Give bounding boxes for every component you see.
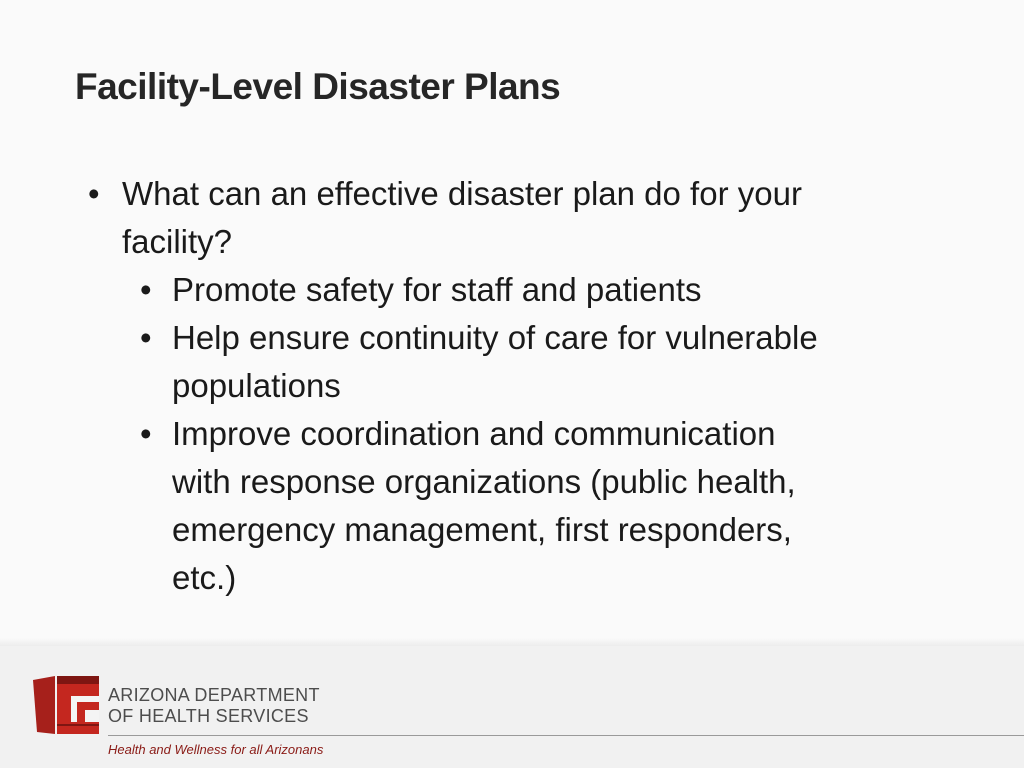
adhs-logo-icon [33,676,99,734]
bullet-icon: • [140,415,152,452]
slide-title: Facility-Level Disaster Plans [75,66,561,107]
bullet-line: Promote safety for staff and patients [172,271,702,308]
bullet-line: facility? [122,223,233,260]
bullet-line: Help ensure continuity of care for vulnerable [172,319,818,356]
bullet-item-1 [88,170,908,266]
footer-rule [108,735,1024,736]
org-name-line-1: ARIZONA DEPARTMENT [108,685,320,705]
bullet-line: etc.) [172,559,237,596]
bullet-icon: • [140,271,152,308]
bullet-line: emergency management, first responders, [172,511,792,548]
sub-bullet-item-2 [88,314,908,410]
bullet-line: populations [172,367,341,404]
bullet-line: Improve coordination and communication [172,415,776,452]
org-name [108,685,320,727]
tagline: Health and Wellness for all Arizonans [108,742,324,757]
bullet-icon: • [140,319,152,356]
bullet-icon: • [88,175,100,212]
sub-bullet-item-3 [88,410,908,602]
bullet-line: with response organizations (public health, [172,463,796,500]
bullet-line: What can an effective disaster plan do for your [122,175,802,212]
org-name-line-2: OF HEALTH SERVICES [108,706,309,726]
sub-bullet-item-1 [88,266,908,314]
bullet-list [88,170,908,602]
